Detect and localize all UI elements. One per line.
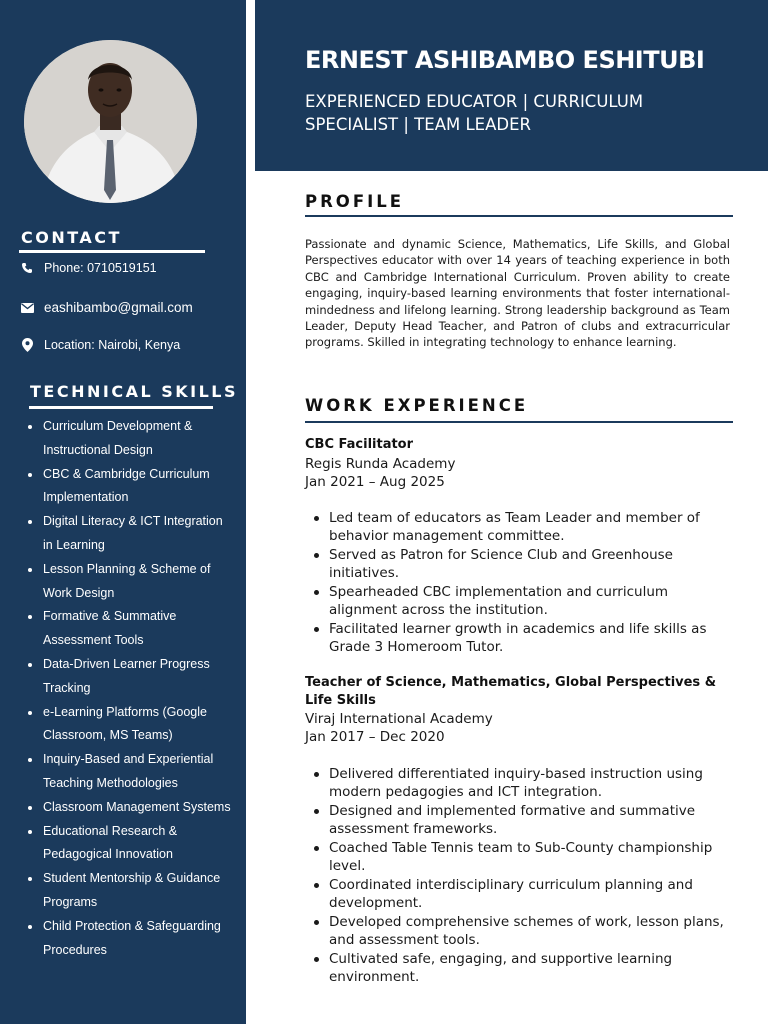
job-bullet: Spearheaded CBC implementation and curriculum alignment across the institution. (329, 583, 729, 619)
profile-heading-rule (305, 215, 733, 217)
job-dates: Jan 2017 – Dec 2020 (305, 729, 445, 745)
job-bullet: Served as Patron for Science Club and Greenhouse initiatives. (329, 546, 729, 582)
job-bullets (329, 765, 729, 987)
job-bullet: Facilitated learner growth in academics and life skills as Grade 3 Homeroom Tutor. (329, 620, 729, 656)
job-title: CBC Facilitator (305, 437, 414, 452)
phone-text: Phone: 0710519151 (44, 261, 157, 275)
skill-item: Lesson Planning & Scheme of Work Design (26, 558, 234, 606)
skills-heading-rule (29, 406, 213, 409)
job-bullet: Developed comprehensive schemes of work, lesson plans, and assessment tools. (329, 913, 729, 949)
job-bullets (329, 509, 729, 657)
profile-photo (24, 40, 197, 203)
header-banner (255, 0, 768, 171)
profile-summary: Passionate and dynamic Science, Mathematics, Life Skills, and Global Perspectives educator with over 14 years of teaching experience in both CBC and Cambridge International Curriculum. Proven ability to create engaging, inquiry-based learning environments that foster international-mindedness and lifelong learning. Strong leadership background as Team Leader, Deputy Head Teacher, and Patron of clubs and extracurricular programs. Skilled in integrating technology to enhance learning. (305, 237, 730, 350)
skill-item: Student Mentorship & Guidance Programs (26, 867, 234, 915)
contact-location (20, 338, 180, 352)
skill-item: Educational Research & Pedagogical Innovation (26, 820, 234, 868)
contact-heading-rule (19, 250, 205, 253)
job-bullet: Coached Table Tennis team to Sub-County championship level. (329, 839, 729, 875)
phone-icon (20, 261, 34, 275)
job-bullet: Delivered differentiated inquiry-based instruction using modern pedagogies and ICT integration. (329, 765, 729, 801)
job-organization: Viraj International Academy (305, 711, 493, 727)
skills-heading: TECHNICAL SKILLS (30, 382, 238, 401)
email-text[interactable]: eashibambo@gmail.com (44, 300, 193, 315)
candidate-subtitle: EXPERIENCED EDUCATOR | CURRICULUM SPECIALIST | TEAM LEADER (305, 92, 644, 134)
skill-item: Child Protection & Safeguarding Procedures (26, 915, 234, 963)
job-bullet: Designed and implemented formative and summative assessment frameworks. (329, 802, 729, 838)
skill-item: Curriculum Development & Instructional Design (26, 415, 234, 463)
email-icon (20, 301, 34, 315)
skills-list (26, 415, 234, 962)
profile-heading: PROFILE (305, 192, 405, 211)
experience-heading-rule (305, 421, 733, 423)
skill-item: e-Learning Platforms (Google Classroom, MS Teams) (26, 701, 234, 749)
skill-item: CBC & Cambridge Curriculum Implementation (26, 463, 234, 511)
location-text: Location: Nairobi, Kenya (44, 338, 181, 352)
portrait-illustration (24, 40, 197, 203)
job-dates: Jan 2021 – Aug 2025 (305, 474, 445, 490)
job-bullet: Led team of educators as Team Leader and member of behavior management committee. (329, 509, 729, 545)
experience-heading: WORK EXPERIENCE (305, 396, 529, 415)
sidebar-divider (246, 0, 255, 1024)
job-title: Teacher of Science, Mathematics, Global Perspectives & Life Skills (305, 675, 717, 708)
contact-email[interactable] (20, 300, 193, 315)
job-bullet: Cultivated safe, engaging, and supportive learning environment. (329, 950, 729, 986)
job-bullet: Coordinated interdisciplinary curriculum planning and development. (329, 876, 729, 912)
candidate-name: ERNEST ASHIBAMBO ESHITUBI (305, 46, 705, 74)
skill-item: Formative & Summative Assessment Tools (26, 605, 234, 653)
skill-item: Data-Driven Learner Progress Tracking (26, 653, 234, 701)
skill-item: Inquiry-Based and Experiential Teaching Methodologies (26, 748, 234, 796)
contact-phone (20, 261, 157, 275)
skill-item: Classroom Management Systems (26, 796, 234, 820)
contact-heading: CONTACT (21, 228, 122, 247)
job-organization: Regis Runda Academy (305, 456, 456, 472)
location-pin-icon (20, 338, 34, 352)
skill-item: Digital Literacy & ICT Integration in Learning (26, 510, 234, 558)
